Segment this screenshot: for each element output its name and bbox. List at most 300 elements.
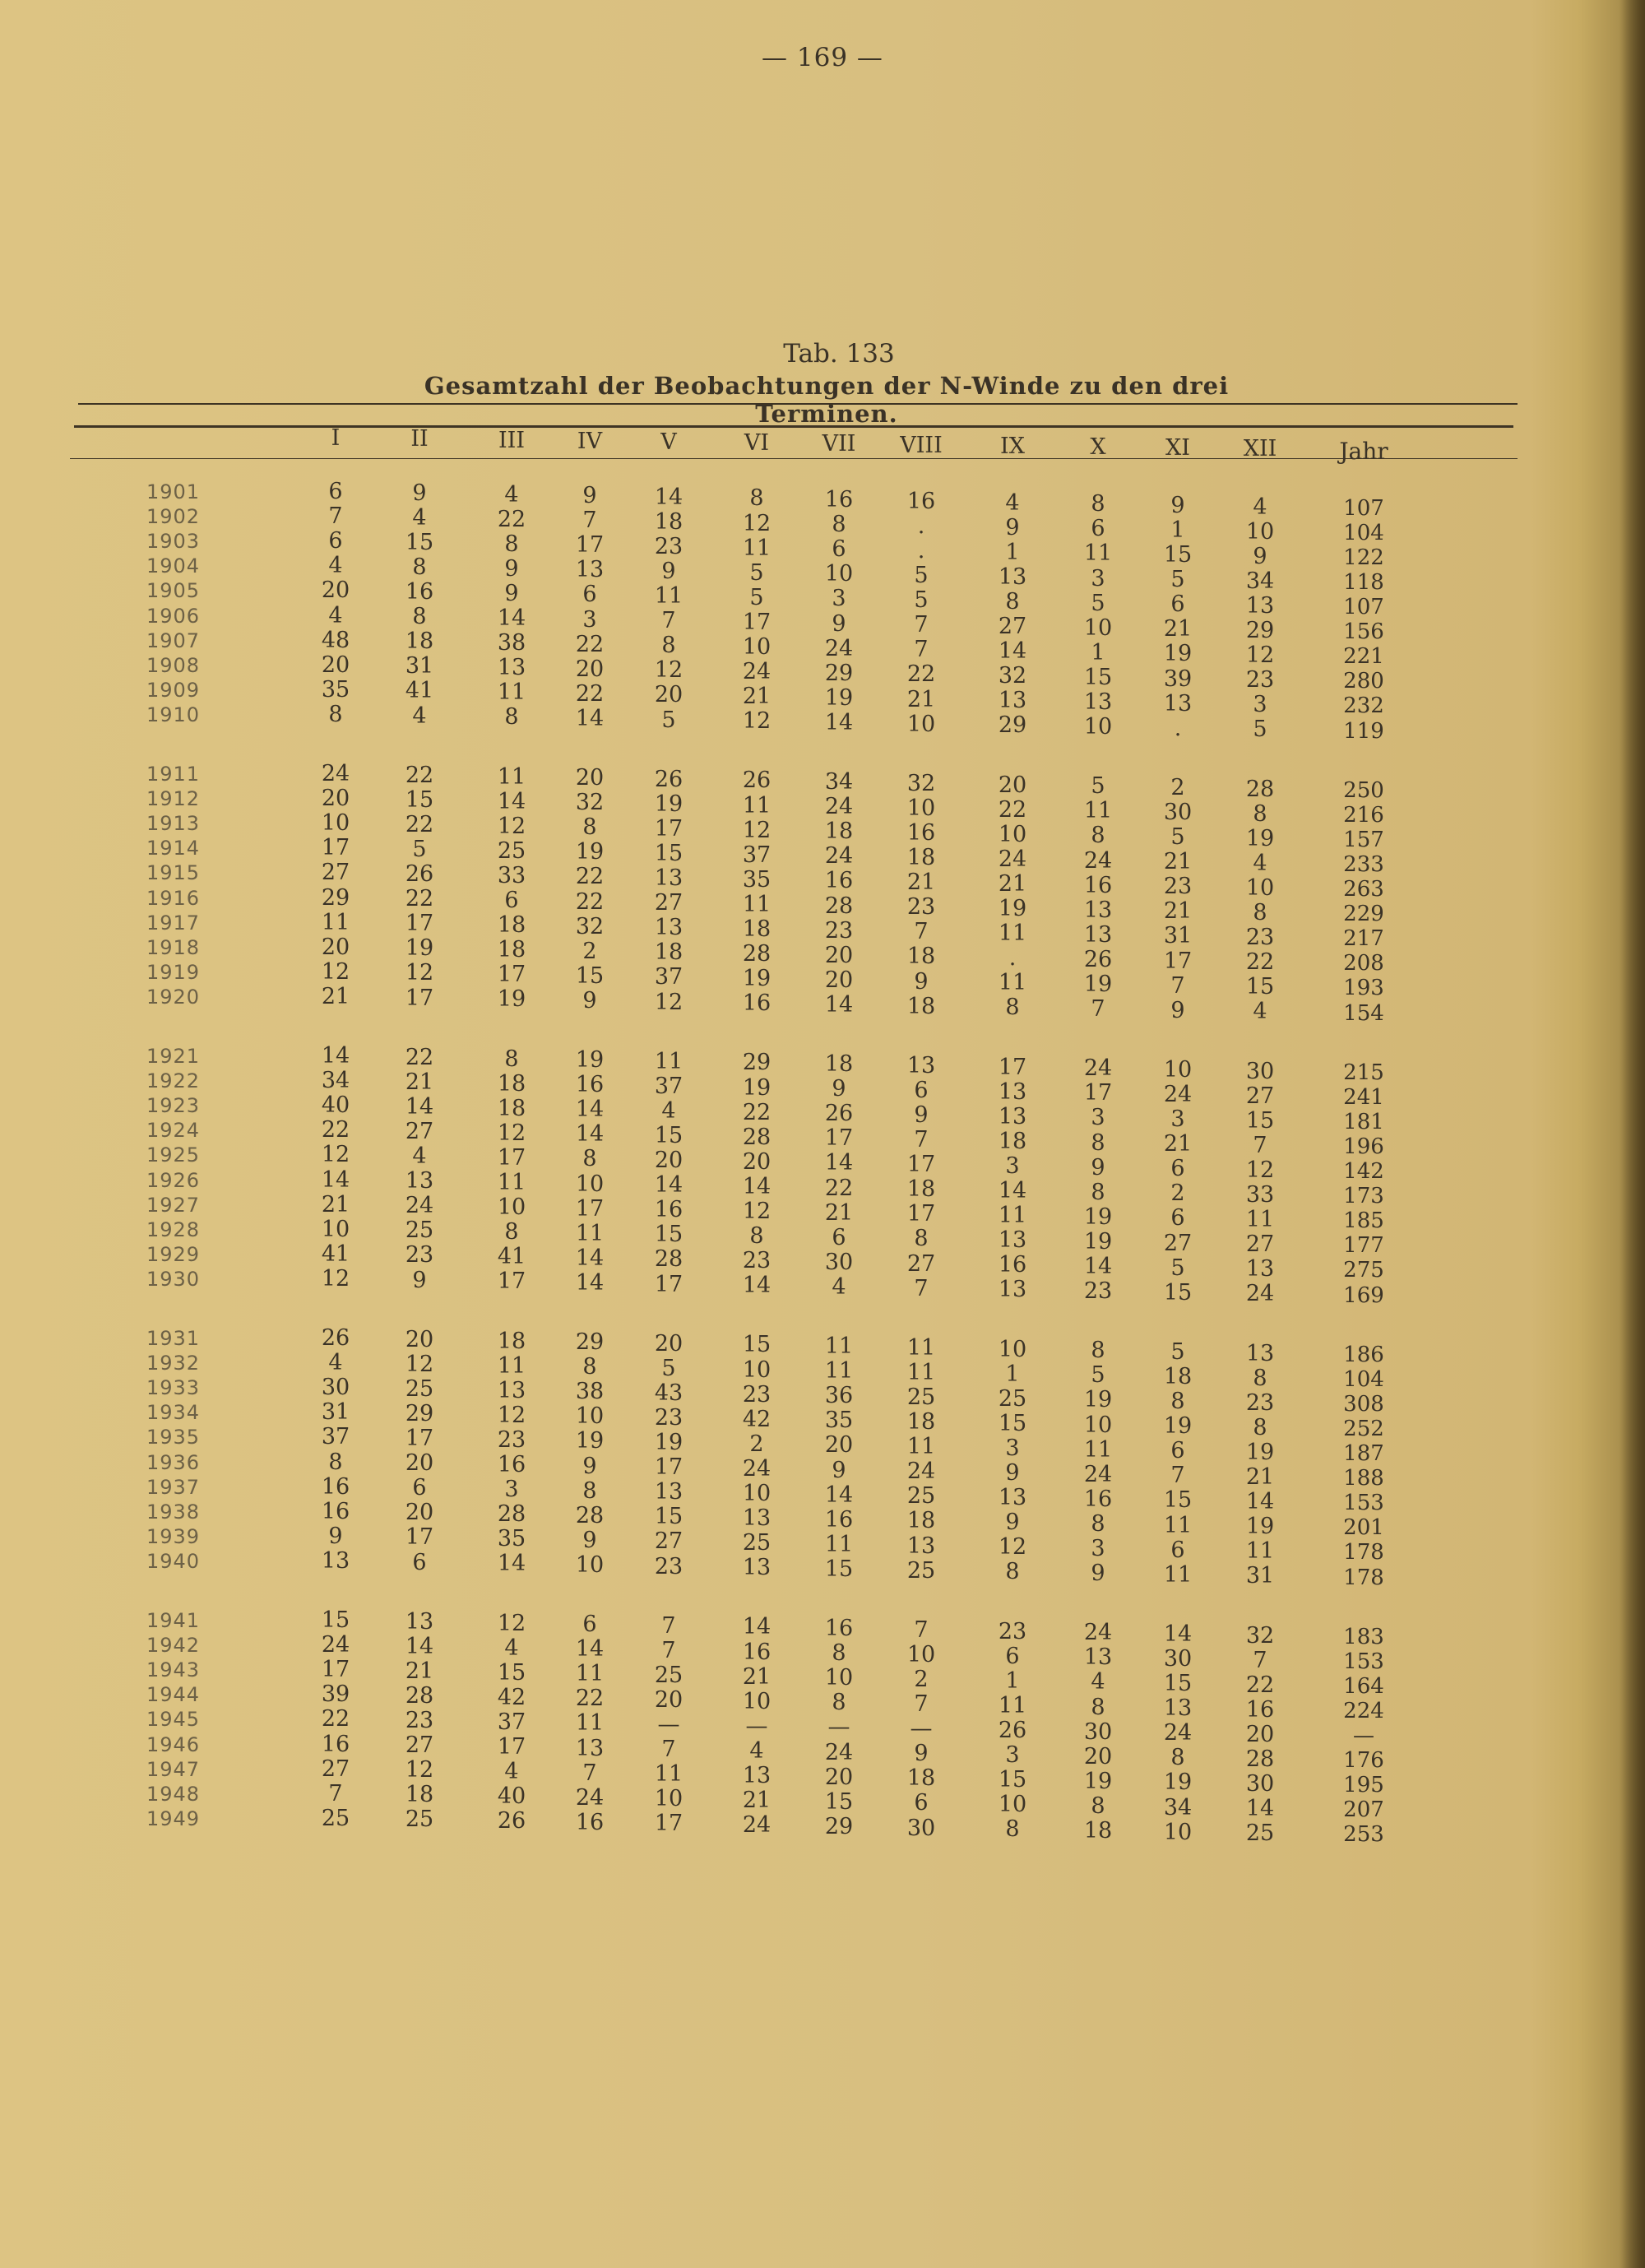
table-cell: 119 xyxy=(1343,718,1384,744)
table-cell: 25 xyxy=(906,1557,936,1584)
table-cell: 35 xyxy=(742,866,772,893)
table-cell: 169 xyxy=(1343,1282,1384,1308)
table-cell: 20 xyxy=(824,1764,854,1790)
table-cell: 25 xyxy=(405,1807,434,1833)
table-cell: 29 xyxy=(824,1813,854,1839)
table-cell: 17 xyxy=(906,1152,936,1178)
table-cell: 26 xyxy=(742,768,772,794)
table-cell: 10 xyxy=(742,1688,772,1714)
table-cell: 20 xyxy=(824,1432,854,1459)
table-cell: 11 xyxy=(321,909,350,935)
table-cell: 26 xyxy=(824,1101,854,1127)
row-year: 1949 xyxy=(146,1807,201,1830)
table-cell: 24 xyxy=(1245,1281,1275,1307)
row-year: 1934 xyxy=(146,1401,201,1425)
row-year: 1936 xyxy=(146,1450,201,1474)
table-cell: 9 xyxy=(1170,492,1185,518)
table-cell: 18 xyxy=(906,1409,936,1435)
table-cell: 14 xyxy=(824,1482,854,1508)
row-year: 1929 xyxy=(146,1242,201,1266)
table-cell: 8 xyxy=(1170,1745,1185,1771)
table-cell: 118 xyxy=(1343,569,1384,595)
table-cell: 24 xyxy=(1083,847,1113,874)
table-cell: 19 xyxy=(742,966,772,992)
table-cell: 12 xyxy=(497,813,526,839)
table-cell: 18 xyxy=(654,939,683,966)
table-cell: 27 xyxy=(906,1250,936,1277)
table-cell: 241 xyxy=(1343,1084,1384,1110)
table-cell: 10 xyxy=(742,634,772,661)
table-cell: 24 xyxy=(321,1632,350,1658)
table-cell: 26 xyxy=(654,766,683,792)
table-cell: 34 xyxy=(824,769,854,795)
table-cell: 37 xyxy=(321,1424,350,1450)
table-cell: 23 xyxy=(824,917,854,944)
table-cell: 13 xyxy=(998,564,1027,590)
table-cell: 7 xyxy=(328,503,343,530)
table-cell: 7 xyxy=(661,1637,676,1663)
table-cell: 5 xyxy=(1170,1338,1185,1365)
row-year: 1902 xyxy=(146,505,201,529)
table-cell: 20 xyxy=(1083,1743,1113,1769)
table-cell: 18 xyxy=(906,993,936,1019)
table-cell: 11 xyxy=(1083,798,1113,824)
table-cell: 28 xyxy=(405,1682,434,1709)
book-spine-shadow xyxy=(1619,0,1645,2268)
table-cell: 12 xyxy=(405,960,434,986)
table-cell: 24 xyxy=(906,1459,936,1485)
table-caption: Gesamtzahl der Beobachtungen der N-Winde zu den drei Terminen. xyxy=(424,372,1230,428)
table-cell: 23 xyxy=(1163,874,1193,900)
header-rule xyxy=(74,425,1513,428)
table-cell: 157 xyxy=(1343,827,1384,852)
table-cell: 19 xyxy=(1245,1439,1275,1465)
table-cell: 26 xyxy=(1083,946,1113,972)
table-cell: 34 xyxy=(1163,1794,1193,1820)
table-cell: 29 xyxy=(321,884,350,911)
table-cell: 13 xyxy=(654,915,683,941)
table-cell: 13 xyxy=(998,1078,1027,1105)
table-cell: 7 xyxy=(661,608,676,634)
table-cell: 23 xyxy=(998,1618,1027,1644)
table-cell: 20 xyxy=(405,1326,434,1352)
table-cell: 12 xyxy=(998,1534,1027,1561)
table-cell: 17 xyxy=(321,1657,350,1683)
table-cell: 17 xyxy=(654,1454,683,1481)
table-cell: 18 xyxy=(497,1070,526,1097)
table-cell: 4 xyxy=(412,504,427,531)
table-cell: 7 xyxy=(1170,972,1185,999)
table-cell: 8 xyxy=(504,531,519,557)
table-cell: 13 xyxy=(321,1547,350,1574)
table-cell: 19 xyxy=(575,1428,605,1454)
table-cell: 9 xyxy=(582,483,597,509)
table-cell: 12 xyxy=(497,1120,526,1146)
row-year: 1905 xyxy=(146,579,201,603)
table-cell: 35 xyxy=(321,676,350,703)
table-cell: 16 xyxy=(906,488,936,514)
table-cell: 27 xyxy=(1245,1083,1275,1109)
table-cell: 10 xyxy=(1083,615,1113,641)
row-year: 1943 xyxy=(146,1658,201,1682)
table-cell: 17 xyxy=(1083,1080,1113,1106)
table-cell: 5 xyxy=(1091,590,1105,616)
table-cell: 10 xyxy=(824,1665,854,1691)
table-cell: 14 xyxy=(405,1633,434,1659)
table-cell: 16 xyxy=(1245,1696,1275,1723)
table-cell: 25 xyxy=(906,1483,936,1510)
table-cell: 28 xyxy=(497,1501,526,1528)
table-cell: 250 xyxy=(1343,777,1384,803)
table-cell: 11 xyxy=(575,1220,605,1246)
table-cell: 20 xyxy=(654,1686,683,1713)
table-cell: 19 xyxy=(1083,1228,1113,1255)
table-cell: 24 xyxy=(1163,1720,1193,1746)
table-cell: 164 xyxy=(1343,1673,1384,1699)
table-cell: 19 xyxy=(497,986,526,1013)
row-year: 1919 xyxy=(146,960,201,984)
table-cell: 17 xyxy=(654,1811,683,1837)
table-cell: 11 xyxy=(824,1358,854,1384)
table-cell: 8 xyxy=(749,485,764,512)
table-cell: 8 xyxy=(1091,1338,1105,1364)
table-cell: 37 xyxy=(742,842,772,868)
table-cell: 153 xyxy=(1343,1491,1384,1516)
table-cell: 207 xyxy=(1343,1797,1384,1823)
table-cell: 9 xyxy=(1005,1510,1020,1536)
table-cell: 2 xyxy=(1170,774,1185,800)
row-year: 1933 xyxy=(146,1376,201,1400)
table-cell: 18 xyxy=(1083,1818,1113,1844)
table-cell: 193 xyxy=(1343,976,1384,1001)
table-cell: 14 xyxy=(742,1173,772,1199)
table-cell: 1 xyxy=(1005,539,1020,565)
table-cell: 11 xyxy=(824,1333,854,1360)
table-cell: 2 xyxy=(914,1666,929,1692)
table-cell: 9 xyxy=(504,580,519,606)
table-cell: 8 xyxy=(504,1046,519,1072)
table-cell: 9 xyxy=(1253,543,1267,569)
table-cell: 308 xyxy=(1343,1391,1384,1417)
row-year: 1947 xyxy=(146,1757,201,1781)
table-cell: 24 xyxy=(824,635,854,661)
table-cell: 34 xyxy=(321,1068,350,1094)
table-cell: 201 xyxy=(1343,1515,1384,1541)
table-cell: 6 xyxy=(504,888,519,914)
table-cell: 178 xyxy=(1343,1565,1384,1590)
table-cell: 20 xyxy=(321,652,350,678)
table-cell: 9 xyxy=(832,1076,846,1102)
table-cell: 16 xyxy=(824,868,854,894)
table-cell: 10 xyxy=(497,1194,526,1221)
table-cell: 11 xyxy=(1163,1561,1193,1588)
table-cell: 18 xyxy=(497,912,526,939)
table-cell: 23 xyxy=(742,1248,772,1274)
table-cell: 6 xyxy=(1170,1156,1185,1182)
table-cell: 9 xyxy=(504,555,519,582)
table-cell: 4 xyxy=(1253,999,1267,1025)
table-cell: 15 xyxy=(405,786,434,813)
table-cell: 20 xyxy=(824,967,854,993)
table-cell: 14 xyxy=(575,1245,605,1271)
row-year: 1944 xyxy=(146,1683,201,1707)
row-year: 1903 xyxy=(146,530,201,554)
table-cell: 10 xyxy=(1083,1412,1113,1438)
table-cell: 12 xyxy=(405,1351,434,1377)
table-cell: 7 xyxy=(914,1127,929,1153)
table-cell: 6 xyxy=(328,479,343,504)
table-cell: 30 xyxy=(1245,1771,1275,1797)
table-cell: 24 xyxy=(824,794,854,820)
table-cell: 9 xyxy=(582,1453,597,1479)
table-cell: 41 xyxy=(405,678,434,704)
table-cell: 14 xyxy=(824,709,854,735)
table-cell: 4 xyxy=(412,703,427,729)
table-cell: 11 xyxy=(998,921,1027,947)
table-cell: 14 xyxy=(1083,1254,1113,1280)
table-cell: 4 xyxy=(504,1759,519,1785)
table-cell: 12 xyxy=(742,817,772,843)
table-cell: 20 xyxy=(575,656,605,682)
table-cell: . xyxy=(917,513,925,539)
table-cell: 13 xyxy=(742,1763,772,1789)
table-cell: 11 xyxy=(1083,1436,1113,1463)
table-cell: 23 xyxy=(1245,667,1275,693)
table-cell: 17 xyxy=(405,911,434,937)
table-cell: 13 xyxy=(405,1608,434,1635)
table-cell: 40 xyxy=(497,1783,526,1810)
table-cell: 18 xyxy=(654,508,683,535)
table-cell: 18 xyxy=(906,944,936,970)
table-cell: 20 xyxy=(321,934,350,960)
table-cell: 195 xyxy=(1343,1773,1384,1798)
table-cell: 14 xyxy=(998,638,1027,665)
table-cell: 7 xyxy=(914,612,929,638)
table-cell: 10 xyxy=(321,1216,350,1242)
table-cell: 8 xyxy=(1170,1389,1185,1415)
table-cell: 13 xyxy=(1163,1695,1193,1722)
table-cell: 11 xyxy=(906,1434,936,1460)
table-cell: 21 xyxy=(742,1663,772,1690)
column-header: Jahr xyxy=(1339,438,1388,465)
table-cell: 3 xyxy=(1005,1153,1020,1179)
table-cell: 20 xyxy=(654,1330,683,1357)
row-year: 1927 xyxy=(146,1193,201,1217)
table-cell: 24 xyxy=(998,846,1027,872)
table-cell: 22 xyxy=(1245,1672,1275,1698)
table-cell: 16 xyxy=(497,1452,526,1478)
table-cell: 13 xyxy=(1083,897,1113,923)
table-cell: 6 xyxy=(328,528,343,554)
table-cell: 11 xyxy=(998,970,1027,996)
table-cell: 16 xyxy=(654,1197,683,1223)
table-cell: 24 xyxy=(575,1784,605,1811)
table-cell: 4 xyxy=(328,602,343,628)
table-cell: 8 xyxy=(582,1477,597,1504)
table-cell: 5 xyxy=(914,563,929,589)
table-cell: 24 xyxy=(742,659,772,685)
table-cell: 6 xyxy=(582,582,597,608)
table-cell: 13 xyxy=(906,1052,936,1078)
row-year: 1925 xyxy=(146,1143,201,1167)
table-cell: 18 xyxy=(742,916,772,943)
table-cell: 24 xyxy=(1083,1461,1113,1487)
table-cell: 11 xyxy=(575,1661,605,1687)
table-cell: 13 xyxy=(654,1479,683,1505)
table-cell: 25 xyxy=(998,1385,1027,1412)
row-year: 1910 xyxy=(146,703,201,726)
table-cell: 14 xyxy=(497,1551,526,1577)
row-year: 1920 xyxy=(146,985,201,1009)
table-cell: 14 xyxy=(321,1166,350,1193)
table-cell: 15 xyxy=(654,840,683,866)
table-cell: 21 xyxy=(405,1658,434,1684)
table-cell: 21 xyxy=(321,983,350,1009)
table-cell: 11 xyxy=(742,792,772,819)
table-cell: 6 xyxy=(914,1077,929,1103)
table-cell: 16 xyxy=(575,1809,605,1835)
table-cell: 9 xyxy=(1170,997,1185,1023)
table-cell: 13 xyxy=(497,1377,526,1403)
table-cell: 20 xyxy=(1245,1721,1275,1747)
table-cell: 29 xyxy=(575,1329,605,1356)
table-cell: 29 xyxy=(998,712,1027,739)
table-cell: 19 xyxy=(405,935,434,962)
table-cell: 30 xyxy=(824,1249,854,1275)
table-cell: 11 xyxy=(1163,1512,1193,1538)
column-header: VII xyxy=(822,431,856,457)
row-year: 1939 xyxy=(146,1524,201,1548)
table-cell: 17 xyxy=(497,1269,526,1295)
table-cell: 23 xyxy=(906,894,936,921)
table-cell: 27 xyxy=(654,1528,683,1555)
table-cell: 17 xyxy=(497,1734,526,1760)
table-cell: 7 xyxy=(914,1691,929,1718)
table-cell: 8 xyxy=(328,1449,343,1475)
table-cell: 4 xyxy=(1005,489,1020,516)
table-cell: 4 xyxy=(661,1097,676,1124)
table-cell: 24 xyxy=(321,761,350,786)
table-cell: 6 xyxy=(832,1224,846,1250)
table-cell: 13 xyxy=(405,1168,434,1194)
table-cell: 8 xyxy=(504,704,519,730)
table-cell: 11 xyxy=(998,1203,1027,1229)
row-year: 1928 xyxy=(146,1217,201,1241)
table-cell: 18 xyxy=(998,1128,1027,1154)
table-cell: 17 xyxy=(824,1125,854,1152)
table-cell: 10 xyxy=(654,1786,683,1812)
table-cell: 14 xyxy=(1245,1796,1275,1822)
table-cell: 18 xyxy=(906,1508,936,1534)
table-cell: 22 xyxy=(824,1175,854,1201)
table-cell: 3 xyxy=(832,586,846,612)
table-cell: 32 xyxy=(575,913,605,939)
column-header: VIII xyxy=(900,432,943,458)
table-cell: 8 xyxy=(914,1226,929,1252)
table-cell: 18 xyxy=(906,1176,936,1203)
table-cell: 22 xyxy=(998,796,1027,823)
table-cell: 25 xyxy=(1245,1820,1275,1847)
table-cell: 10 xyxy=(742,1481,772,1507)
table-cell: 13 xyxy=(654,865,683,892)
table-cell: 14 xyxy=(1245,1489,1275,1515)
table-cell: 4 xyxy=(1253,850,1267,876)
table-cell: 18 xyxy=(824,1051,854,1078)
table-cell: 8 xyxy=(1091,1510,1105,1537)
table-cell: 10 xyxy=(906,711,936,737)
table-cell: 21 xyxy=(1163,616,1193,642)
table-cell: 4 xyxy=(749,1737,764,1764)
row-year: 1935 xyxy=(146,1426,201,1449)
column-header: XII xyxy=(1243,436,1277,462)
table-cell: 7 xyxy=(914,1616,929,1643)
table-cell: 3 xyxy=(1253,692,1267,718)
table-cell: 15 xyxy=(654,1122,683,1148)
table-cell: 12 xyxy=(321,958,350,985)
table-cell: 24 xyxy=(824,1739,854,1765)
table-cell: 32 xyxy=(906,770,936,796)
table-cell: 38 xyxy=(497,630,526,656)
table-cell: 8 xyxy=(1253,1414,1267,1440)
table-cell: 8 xyxy=(832,512,846,538)
table-cell: 42 xyxy=(742,1406,772,1432)
table-cell: 30 xyxy=(321,1375,350,1401)
table-cell: 11 xyxy=(1083,540,1113,567)
table-cell: — xyxy=(745,1713,768,1739)
table-cell: 30 xyxy=(1083,1718,1113,1745)
row-year: 1941 xyxy=(146,1609,201,1632)
table-cell: 16 xyxy=(575,1072,605,1098)
table-cell: 22 xyxy=(575,1686,605,1712)
table-cell: 14 xyxy=(497,605,526,632)
table-cell: 13 xyxy=(575,557,605,583)
table-cell: 9 xyxy=(1091,1154,1105,1180)
table-cell: 17 xyxy=(1163,948,1193,974)
table-cell: 10 xyxy=(1245,874,1275,901)
table-cell: 3 xyxy=(582,606,597,633)
table-cell: 17 xyxy=(742,609,772,635)
table-cell: 27 xyxy=(321,860,350,886)
table-cell: 10 xyxy=(1083,714,1113,740)
table-cell: 16 xyxy=(824,1616,854,1642)
table-cell: 13 xyxy=(1245,1256,1275,1282)
table-cell: 5 xyxy=(749,559,764,586)
table-cell: 8 xyxy=(1091,1179,1105,1205)
table-cell: 9 xyxy=(412,1267,427,1293)
table-cell: 8 xyxy=(661,633,676,659)
table-cell: 16 xyxy=(321,1731,350,1757)
table-cell: 8 xyxy=(582,1146,597,1172)
table-cell: 12 xyxy=(1245,642,1275,669)
table-cell: 24 xyxy=(1163,1081,1193,1107)
table-cell: 5 xyxy=(661,1355,676,1381)
table-cell: 14 xyxy=(575,1269,605,1296)
table-cell: 23 xyxy=(497,1426,526,1453)
table-cell: 20 xyxy=(405,1500,434,1526)
table-cell: 8 xyxy=(582,1354,597,1380)
table-cell: 20 xyxy=(824,942,854,968)
table-cell: 4 xyxy=(504,1635,519,1661)
table-cell: 19 xyxy=(1083,972,1113,998)
table-cell: 8 xyxy=(1005,1559,1020,1585)
table-cell: 18 xyxy=(906,1765,936,1792)
table-cell: 37 xyxy=(497,1709,526,1735)
row-year: 1917 xyxy=(146,911,201,935)
table-cell: 9 xyxy=(832,1457,846,1483)
table-cell: 19 xyxy=(654,791,683,817)
table-cell: 10 xyxy=(575,1403,605,1430)
table-cell: 28 xyxy=(824,893,854,919)
